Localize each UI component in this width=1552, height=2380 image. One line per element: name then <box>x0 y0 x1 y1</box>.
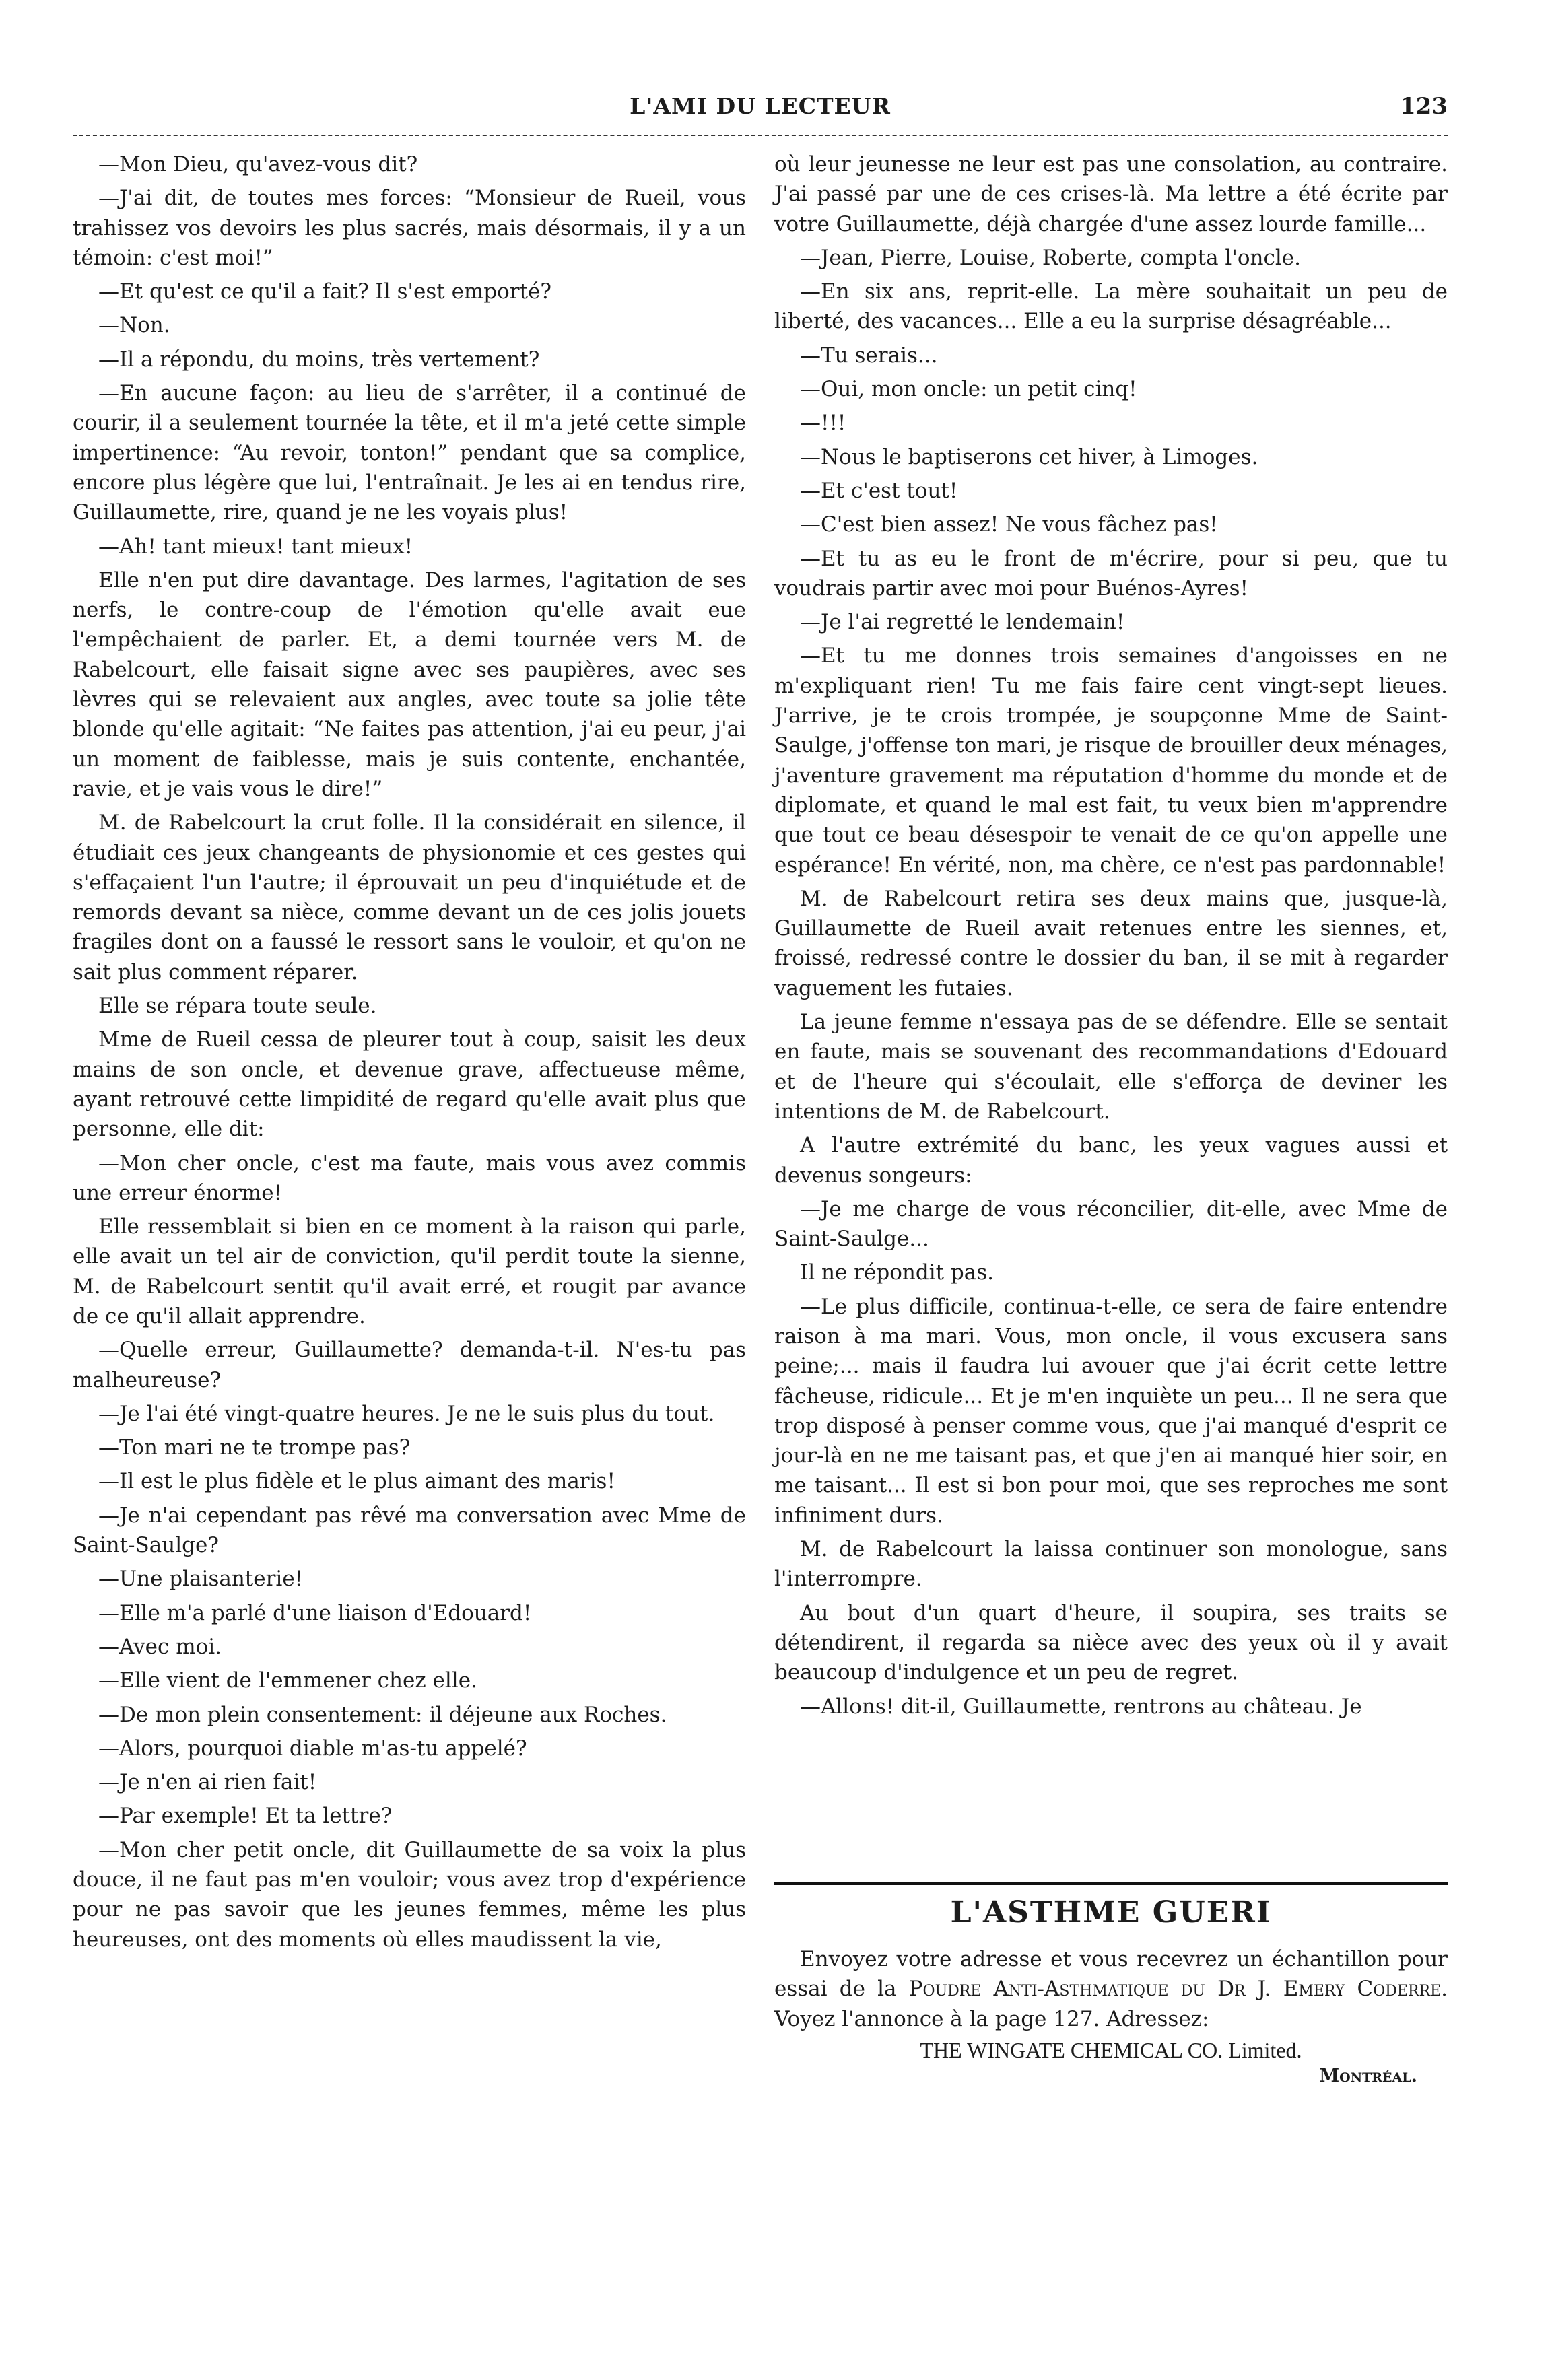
right-text-column <box>774 149 1448 1726</box>
paragraph: —Elle vient de l'emmener chez elle. <box>98 1668 477 1693</box>
paragraph: M. de Rabelcourt la crut folle. Il la considérait en silence, il étudiait ces jeux changeants de physionomie et ces gestes qui s'effaçaient l'un l'autre; il éprouvait un peu d'inquiétude et de remords devant sa nièce, comme devant un de ces jolis jouets fragiles dont on a faussé le ressort sans le vouloir, et qu'on ne sait plus comment réparer. <box>73 811 746 984</box>
paragraph: —Et qu'est ce qu'il a fait? Il s'est emporté? <box>98 279 552 304</box>
paragraph: —Et c'est tout! <box>800 478 958 503</box>
paragraph: où leur jeunesse ne leur est pas une consolation, au contraire. J'ai passé par une de ces crises-là. Ma lettre a été écrite par votre Guillaumette, déjà chargée d'une assez lourde famille... <box>774 152 1448 236</box>
paragraph: —Nous le baptiserons cet hiver, à Limoges. <box>800 444 1258 469</box>
header-rule <box>73 135 1448 136</box>
paragraph: —Tu serais... <box>800 343 938 368</box>
paragraph: —!!! <box>800 411 846 436</box>
advertisement <box>774 1895 1448 2086</box>
paragraph: —Je n'en ai rien fait! <box>98 1770 317 1795</box>
paragraph: Au bout d'un quart d'heure, il soupira, ses traits se détendirent, il regarda sa nièce avec des yeux où il y avait beaucoup d'indulgence et un peu de regret. <box>774 1600 1448 1685</box>
advertisement-rule <box>774 1882 1448 1885</box>
paragraph: —Je n'ai cependant pas rêvé ma conversation avec Mme de Saint-Saulge? <box>73 1503 746 1558</box>
paragraph: —Je l'ai regretté le lendemain! <box>800 610 1125 635</box>
paragraph: Elle ressemblait si bien en ce moment à la raison qui parle, elle avait un tel air de conviction, qu'il perdit toute la sienne, M. de Rabelcourt sentit qu'il avait erré, et rougit par avance de ce qu'il allait apprendre. <box>73 1215 746 1328</box>
paragraph: —C'est bien assez! Ne vous fâchez pas! <box>800 512 1218 537</box>
paragraph: —Ton mari ne te trompe pas? <box>98 1435 411 1460</box>
paragraph: —Et tu as eu le front de m'écrire, pour si peu, que tu voudrais partir avec moi pour Buénos-Ayres! <box>774 546 1448 601</box>
advertisement-company: THE WINGATE CHEMICAL CO. Limited. <box>920 2037 1302 2062</box>
paragraph: —Mon cher oncle, c'est ma faute, mais vous avez commis une erreur énorme! <box>73 1151 746 1205</box>
running-title: L'AMI DU LECTEUR <box>630 93 891 119</box>
paragraph: —Quelle erreur, Guillaumette? demanda-t-il. N'es-tu pas malheureuse? <box>73 1338 746 1392</box>
paragraph: —J'ai dit, de toutes mes forces: “Monsieur de Rueil, vous trahissez vos devoirs les plus sacrés, mais désormais, il y a un témoin: c'est moi!” <box>73 186 746 270</box>
paragraph: M. de Rabelcourt la laissa continuer son monologue, sans l'interrompre. <box>774 1537 1448 1592</box>
paragraph: —Alors, pourquoi diable m'as-tu appelé? <box>98 1736 527 1761</box>
advertisement-title: L'ASTHME GUERI <box>950 1895 1272 1930</box>
paragraph: Elle n'en put dire davantage. Des larmes, l'agitation de ses nerfs, le contre-coup de l'émotion qu'elle avait eue l'empêchaient de parler. Et, a demi tournée vers M. de Rabelcourt, elle faisait signe avec ses paupières, avec ses lèvres qui se relevaient aux angles, avec toute sa jolie tête blonde qu'elle agitait: “Ne faites pas attention, j'ai eu peur, j'ai un moment de faiblesse, mais je suis contente, enchantée, ravie, et je vais vous le dire!” <box>73 568 746 801</box>
paragraph: —Par exemple! Et ta lettre? <box>98 1804 393 1829</box>
paragraph: —En aucune façon: au lieu de s'arrêter, il a continué de courir, il a seulement tournée la tête, et il m'a jeté cette simple impertinence: “Au revoir, tonton!” pendant que sa complice, encore plus légère que lui, l'entraînait. Je les ai en tendus rire, Guillaumette, rire, quand je ne les voyais plus! <box>73 381 746 525</box>
paragraph: —Elle m'a parlé d'une liaison d'Edouard! <box>98 1600 532 1625</box>
running-head <box>73 93 1448 133</box>
advertisement-instructions: . Voyez l'annonce à la page 127. Adressez: <box>774 1977 1448 2031</box>
paragraph: —En six ans, reprit-elle. La mère souhaitait un peu de liberté, des vacances... Elle a eu la surprise désagréable... <box>774 279 1448 334</box>
paragraph: M. de Rabelcourt retira ses deux mains que, jusque-là, Guillaumette de Rueil avait retenues entre les siennes, et, froissé, redressé contre le dossier du ban, il se mit à regarder vaguement les futaies. <box>774 886 1448 1000</box>
paragraph: La jeune femme n'essaya pas de se défendre. Elle se sentait en faute, mais se souvenant des recommandations d'Edouard et de l'heure qui s'écoulait, elle s'efforça de deviner les intentions de M. de Rabelcourt. <box>774 1010 1448 1124</box>
paragraph: A l'autre extrémité du banc, les yeux vagues aussi et devenus songeurs: <box>774 1133 1448 1188</box>
page-number: 123 <box>1400 93 1448 120</box>
paragraph: —Il a répondu, du moins, très vertement? <box>98 347 540 372</box>
paragraph: —Je me charge de vous réconcilier, dit-elle, avec Mme de Saint-Saulge... <box>774 1196 1448 1252</box>
paragraph: Elle se répara toute seule. <box>98 994 377 1019</box>
paragraph: —Une plaisanterie! <box>98 1567 304 1592</box>
paragraph: —Mon Dieu, qu'avez-vous dit? <box>98 152 418 176</box>
paragraph: —Le plus difficile, continua-t-elle, ce sera de faire entendre raison à ma mari. Vous, mon oncle, il vous excusera sans peine;... mais il faudra lui avouer que j'ai écrit cette lettre fâcheuse, ridicule... Et je m'en inquiète un peu... Il ne sera que trop disposé à penser comme vous, que j'ai manqué d'esprit ce jour-là en ne me taisant pas, et que j'en ai manqué hier soir, en me taisant... Il est si bon pour moi, que ses reproches me sont infiniment durs. <box>774 1294 1448 1528</box>
paragraph: Il ne répondit pas. <box>800 1260 994 1285</box>
left-text-column <box>73 149 746 1959</box>
paragraph: Mme de Rueil cessa de pleurer tout à coup, saisit les deux mains de son oncle, et devenue grave, affectueuse même, ayant retrouvé cette limpidité de regard qu'elle avait plus que personne, elle dit: <box>73 1027 746 1142</box>
paragraph: —Jean, Pierre, Louise, Roberte, compta l'oncle. <box>800 245 1301 270</box>
advertisement-product: Poudre Anti-Asthmatique du Dr J. Emery Coderre <box>908 1977 1442 2002</box>
paragraph: —Avec moi. <box>98 1634 222 1659</box>
advertisement-city: Montréal. <box>1319 2065 1417 2086</box>
paragraph: —Et tu me donnes trois semaines d'angoisses en ne m'expliquant rien! Tu me fais faire cent vingt-sept lieues. J'arrive, je te crois trompée, je soupçonne Mme de Saint-Saulge, j'offense ton mari, je risque de brouiller deux ménages, j'aventure gravement ma réputation d'homme du monde et de diplomate, et quand le mal est fait, tu veux bien m'apprendre que tout ce beau désespoir te venait de ce qu'on appelle une espérance! En vérité, non, ma chère, ce n'est pas pardonnable! <box>774 644 1448 877</box>
paragraph: —Mon cher petit oncle, dit Guillaumette de sa voix la plus douce, il ne faut pas m'en vouloir; vous avez trop d'expérience pour ne pas savoir que les jeunes femmes, même les plus heureuses, ont des moments où elles maudissent la vie, <box>73 1837 746 1952</box>
paragraph: —Ah! tant mieux! tant mieux! <box>98 534 413 559</box>
paragraph: —Oui, mon oncle: un petit cinq! <box>800 377 1137 402</box>
paragraph: —Allons! dit-il, Guillaumette, rentrons au château. Je <box>800 1694 1362 1719</box>
paragraph: —Il est le plus fidèle et le plus aimant des maris! <box>98 1469 615 1494</box>
paragraph: —De mon plein consentement: il déjeune aux Roches. <box>98 1702 667 1727</box>
advertisement-body <box>774 1944 1448 2034</box>
advertisement-intro: Envoyez votre adresse et vous recevrez un échantillon pour essai de la <box>774 1947 1448 2002</box>
paragraph: —Non. <box>98 313 170 338</box>
paragraph: —Je l'ai été vingt-quatre heures. Je ne le suis plus du tout. <box>98 1401 715 1426</box>
